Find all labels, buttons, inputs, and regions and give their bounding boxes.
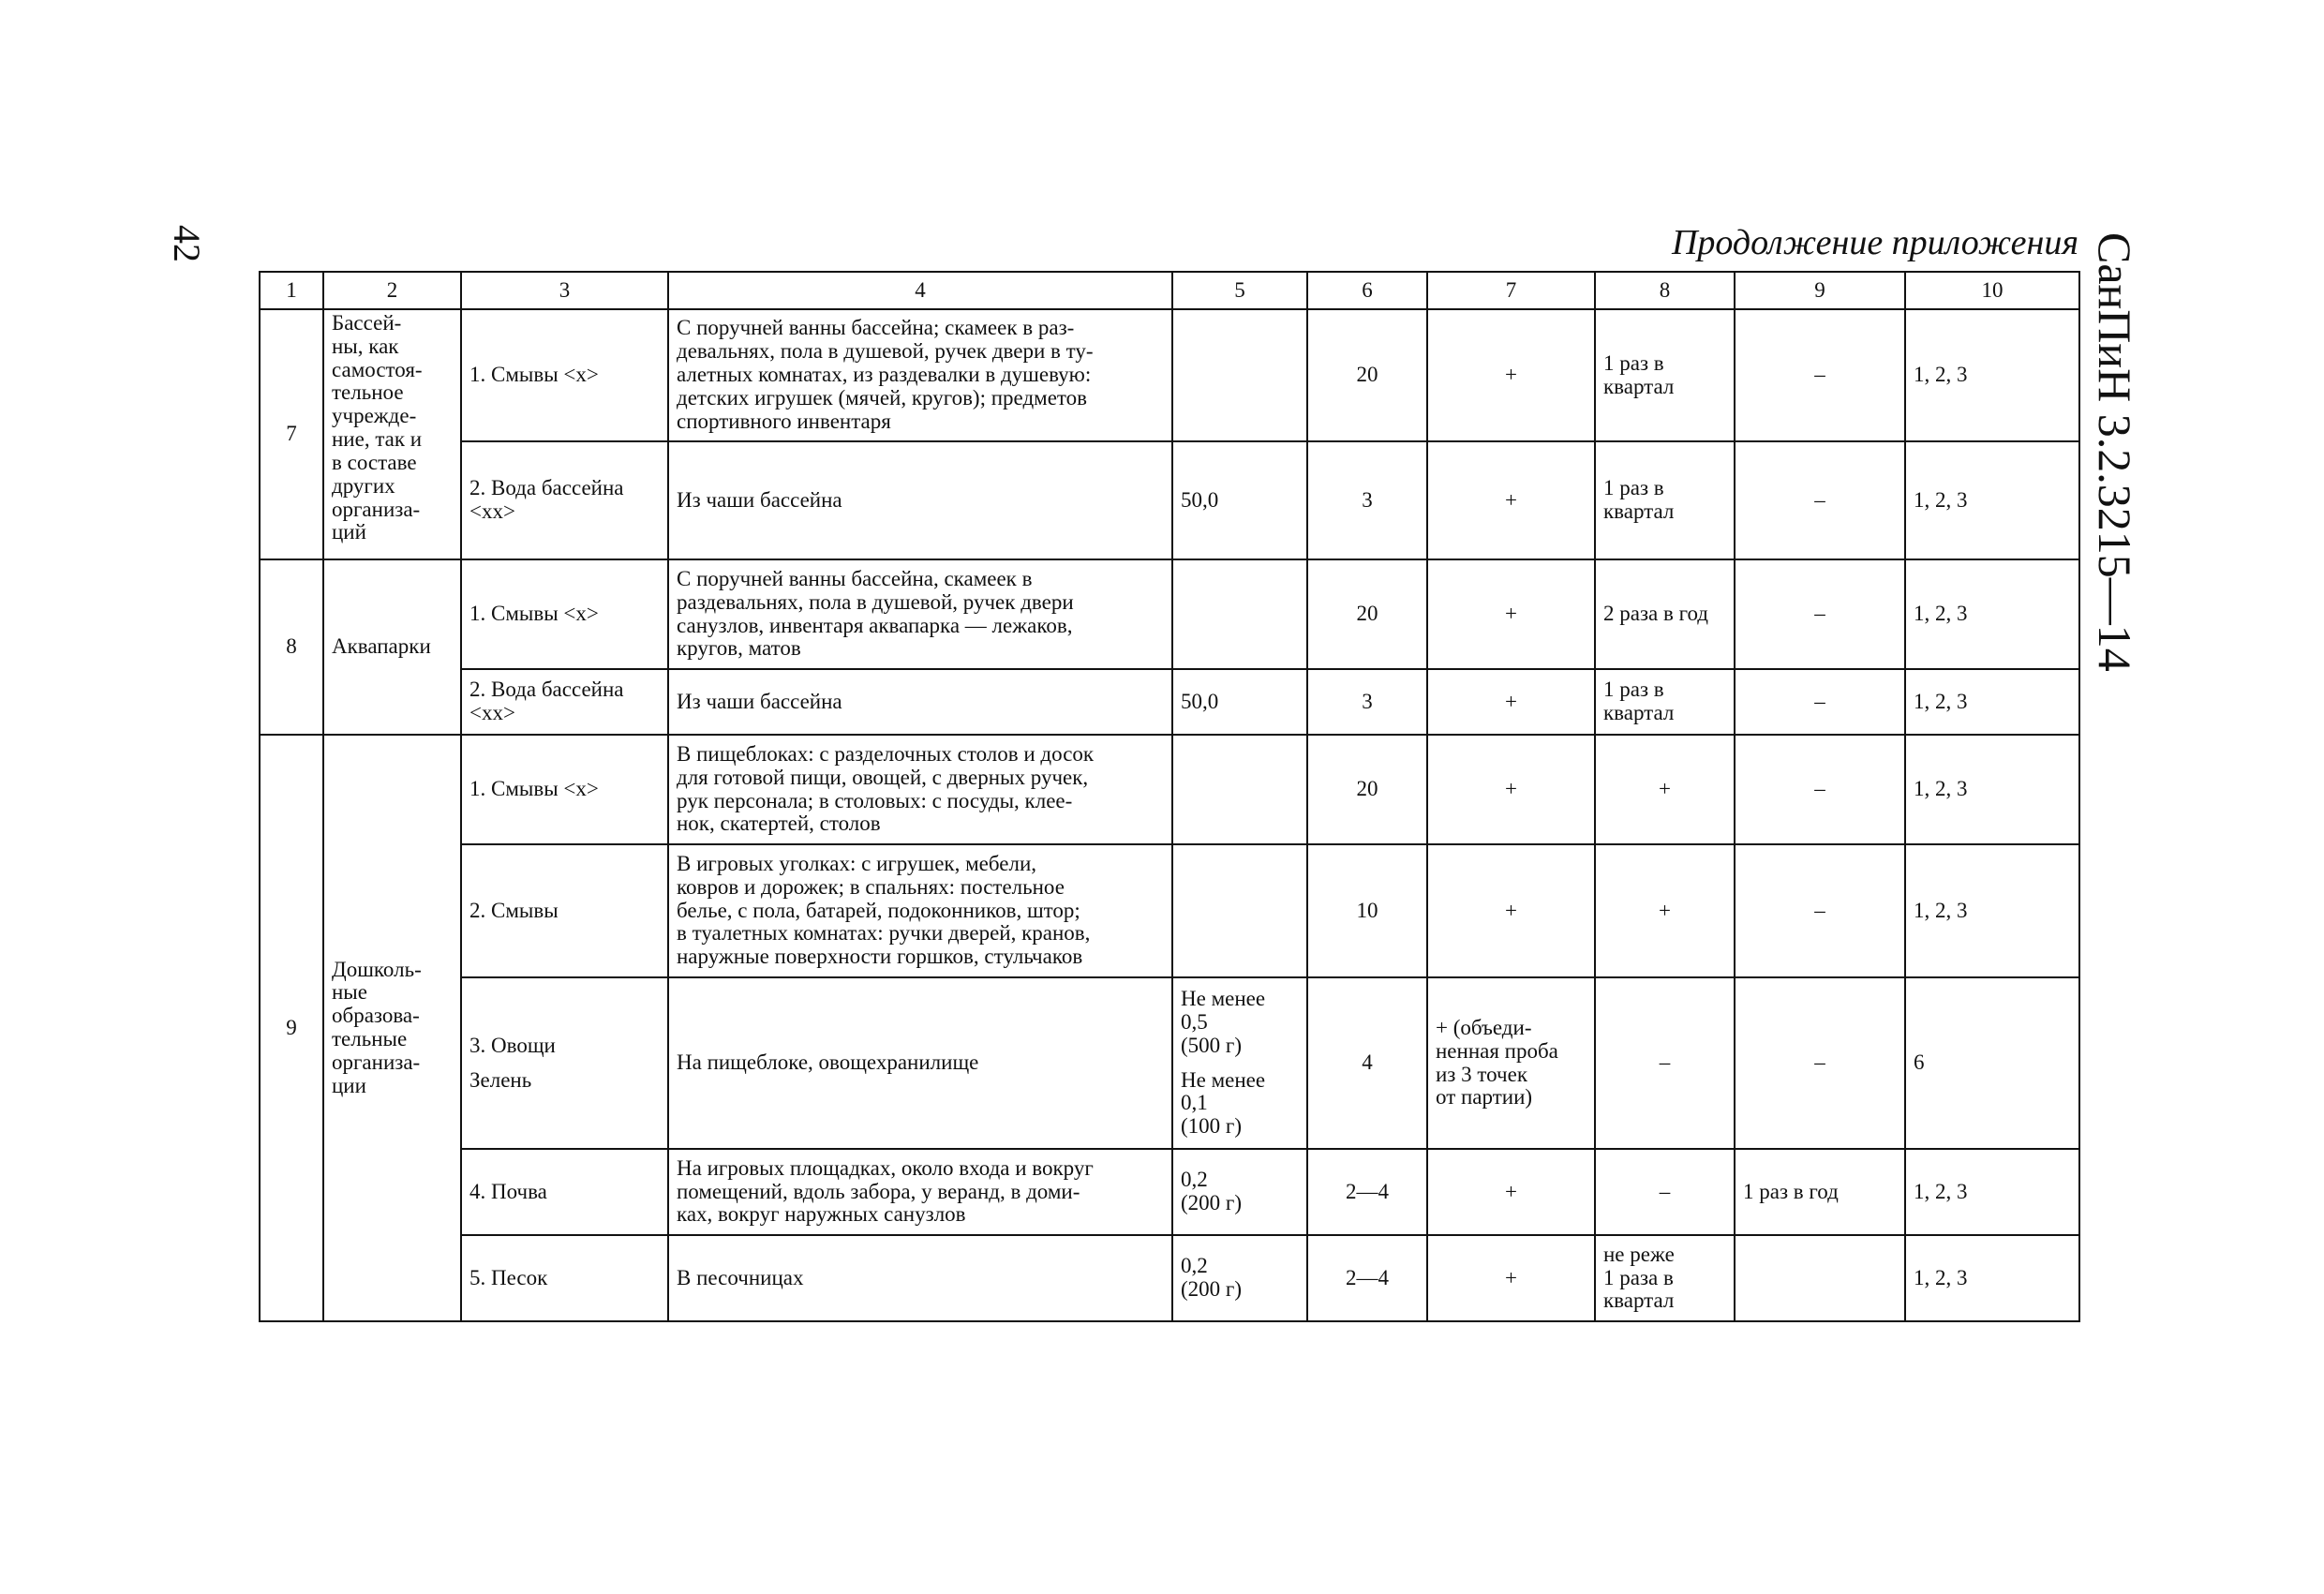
col-7-value: + (1427, 1149, 1595, 1235)
sample-count: 10 (1307, 844, 1427, 977)
frequency: 1 раз в квартал (1595, 309, 1735, 441)
sample-type: 2. Вода бассейна <хх> (461, 441, 668, 559)
col-9-value: – (1735, 844, 1905, 977)
header-cell: 1 (260, 272, 323, 309)
sample-volume (1172, 309, 1307, 441)
frequency: 1 раз в квартал (1595, 669, 1735, 735)
sample-type: 2. Вода бассейна <хх> (461, 669, 668, 735)
row-number: 8 (260, 559, 323, 735)
frequency: + (1595, 844, 1735, 977)
object-type: Аквапарки (323, 559, 461, 735)
col-9-value: – (1735, 977, 1905, 1149)
sample-volume (1172, 559, 1307, 669)
sample-type: 5. Песок (461, 1235, 668, 1321)
sample-volume: 50,0 (1172, 441, 1307, 559)
frequency: 1 раз в квартал (1595, 441, 1735, 559)
sample-type-greens: Зелень (469, 1067, 532, 1092)
col-7-value: + (1427, 441, 1595, 559)
sample-type-vegetables: 3. Овощи (469, 1033, 556, 1057)
table-row (260, 309, 2079, 441)
indicators: 1, 2, 3 (1905, 1149, 2079, 1235)
sample-count: 2—4 (1307, 1235, 1427, 1321)
sample-volume-greens: Не менее 0,1 (100 г) (1181, 1067, 1266, 1139)
frequency: 2 раза в год (1595, 559, 1735, 669)
table-row (260, 1149, 2079, 1235)
row-number: 7 (260, 309, 323, 559)
frequency: не реже 1 раза в квартал (1595, 1235, 1735, 1321)
header-cell: 8 (1595, 272, 1735, 309)
continuation-caption: Продолжение приложения (1671, 223, 2078, 262)
sample-type: 1. Смывы <х> (461, 735, 668, 844)
table-row (260, 977, 2079, 1149)
col-7-value: + (1427, 669, 1595, 735)
table-row (260, 441, 2079, 559)
sample-type: 1. Смывы <х> (461, 309, 668, 441)
frequency: + (1595, 735, 1735, 844)
frequency: – (1595, 1149, 1735, 1235)
header-cell: 10 (1905, 272, 2079, 309)
table-row (260, 669, 2079, 735)
indicators: 1, 2, 3 (1905, 441, 2079, 559)
frequency: – (1595, 977, 1735, 1149)
sampling-place: На игровых площадках, около входа и вокруг помещений, вдоль забора, у веранд, в доми- ках, вокруг наружных санузлов (668, 1149, 1172, 1235)
sample-type: 1. Смывы <х> (461, 559, 668, 669)
document-side-title: СанПиН 3.2.3215—14 (2089, 232, 2141, 672)
object-type: Бассей- ны, как самостоя- тельное учрежде- ние, так и в составе других организа- ций (323, 309, 461, 559)
col-9-value: 1 раз в год (1735, 1149, 1905, 1235)
sample-volume (1172, 735, 1307, 844)
indicators: 1, 2, 3 (1905, 1235, 2079, 1321)
sampling-place: Из чаши бассейна (668, 441, 1172, 559)
col-9-value: – (1735, 309, 1905, 441)
header-cell: 4 (668, 272, 1172, 309)
sampling-place: Из чаши бассейна (668, 669, 1172, 735)
header-cell: 6 (1307, 272, 1427, 309)
sample-type: 4. Почва (461, 1149, 668, 1235)
row-number: 9 (260, 735, 323, 1321)
indicators: 1, 2, 3 (1905, 669, 2079, 735)
col-7-value: + (1427, 735, 1595, 844)
table-row (260, 559, 2079, 669)
sampling-place: В игровых уголках: с игрушек, мебели, ковров и дорожек; в спальнях: постельное белье, с пола, батарей, подоконников, штор; в туалетных комнатах: ручки дверей, кранов, наружные поверхности горшков, стульчаков (668, 844, 1172, 977)
col-9-value: – (1735, 669, 1905, 735)
indicators: 1, 2, 3 (1905, 559, 2079, 669)
sample-count: 3 (1307, 441, 1427, 559)
sample-count: 20 (1307, 309, 1427, 441)
header-cell: 9 (1735, 272, 1905, 309)
sample-type: 2. Смывы (461, 844, 668, 977)
col-7-value: + (1427, 559, 1595, 669)
sample-volume (1172, 977, 1307, 1149)
sampling-place: В пищеблоках: с разделочных столов и досок для готовой пищи, овощей, с дверных ручек, рук персонала; в столовых: с посуды, клее- нок, скатертей, столов (668, 735, 1172, 844)
table-row (260, 735, 2079, 844)
col-7-value: + (1427, 844, 1595, 977)
sample-count: 20 (1307, 735, 1427, 844)
sampling-place: С поручней ванны бассейна; скамеек в раз- девальнях, пола в душевой, ручек двери в ту- алетных комнатах, из раздевалки в душевую: детских игрушек (мячей, кругов); предметов спортивного инвентаря (668, 309, 1172, 441)
table-row (260, 844, 2079, 977)
sample-volume: 0,2 (200 г) (1172, 1149, 1307, 1235)
sample-volume-vegetables: Не менее 0,5 (500 г) (1181, 987, 1266, 1057)
col-9-value: – (1735, 441, 1905, 559)
header-row (260, 272, 2079, 309)
col-7-value: + (1427, 1235, 1595, 1321)
sampling-place: На пищеблоке, овощехранилище (668, 977, 1172, 1149)
header-cell: 2 (323, 272, 461, 309)
sample-count: 2—4 (1307, 1149, 1427, 1235)
sample-type (461, 977, 668, 1149)
sample-volume: 50,0 (1172, 669, 1307, 735)
header-cell: 7 (1427, 272, 1595, 309)
col-7-value: + (объеди- ненная проба из 3 точек от партии) (1427, 977, 1595, 1149)
sample-volume (1172, 844, 1307, 977)
appendix-table (259, 271, 2080, 1322)
indicators: 1, 2, 3 (1905, 844, 2079, 977)
table-row (260, 1235, 2079, 1321)
sample-count: 3 (1307, 669, 1427, 735)
indicators: 1, 2, 3 (1905, 735, 2079, 844)
sample-count: 20 (1307, 559, 1427, 669)
indicators: 1, 2, 3 (1905, 309, 2079, 441)
sample-count: 4 (1307, 977, 1427, 1149)
sample-volume: 0,2 (200 г) (1172, 1235, 1307, 1321)
sampling-place: В песочницах (668, 1235, 1172, 1321)
col-7-value: + (1427, 309, 1595, 441)
object-type: Дошколь- ные образова- тельные организа- ции (323, 735, 461, 1321)
header-cell: 5 (1172, 272, 1307, 309)
indicators: 6 (1905, 977, 2079, 1149)
header-cell: 3 (461, 272, 668, 309)
page-number: 42 (166, 225, 208, 262)
col-9-value (1735, 1235, 1905, 1321)
col-9-value: – (1735, 559, 1905, 669)
col-9-value: – (1735, 735, 1905, 844)
sampling-place: С поручней ванны бассейна, скамеек в раздевальнях, пола в душевой, ручек двери санузлов, инвентаря аквапарка — лежаков, кругов, матов (668, 559, 1172, 669)
